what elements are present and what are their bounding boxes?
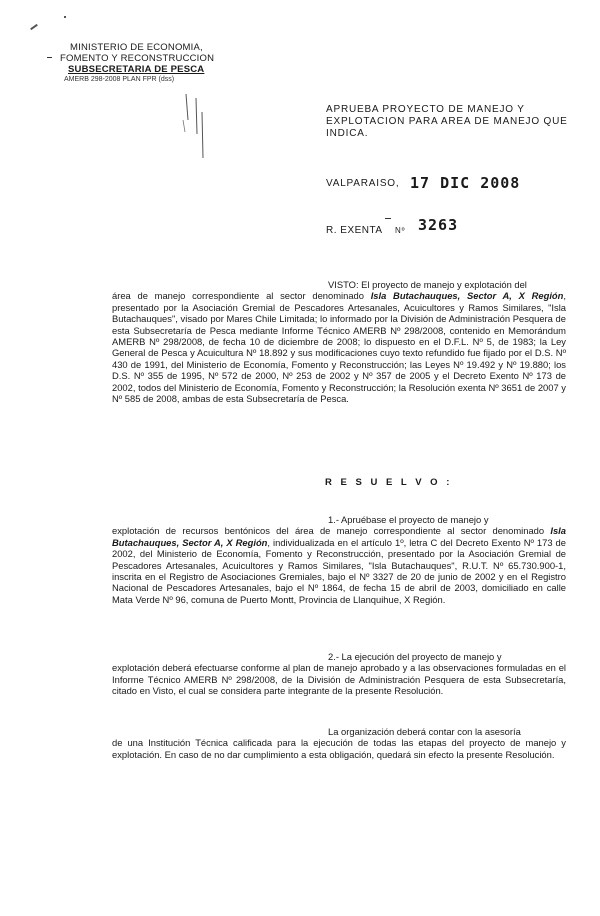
subject-line-1: APRUEBA PROYECTO DE MANEJO Y xyxy=(326,104,525,115)
article-1 xyxy=(112,514,566,605)
subsecretaria-line: SUBSECRETARIA DE PESCA xyxy=(68,64,205,75)
place-date xyxy=(326,174,526,194)
date-stamp: 17 DIC 2008 xyxy=(410,174,521,192)
ministry-line-2: FOMENTO Y RECONSTRUCCION xyxy=(60,53,215,64)
visto-area-name: Isla Butachauques, Sector A, X Región xyxy=(370,290,564,302)
reference-code: AMERB 298-2008 PLAN FPR (dss) xyxy=(64,76,175,83)
article-1-paragraph xyxy=(112,525,566,605)
article-2 xyxy=(112,651,566,697)
scan-mark xyxy=(30,24,38,30)
ministry-line-1: MINISTERIO DE ECONOMIA, xyxy=(70,42,203,53)
article-1-text-b: , individualizada en el artículo 1º, letra C del Decreto Exento Nº 173 de 2002, del Ministerio de Economía, Fomento y Reconstrucción, presentado por la Asociación Gremial de Pescadores Artesanales, Acuicultores y Ramos Similares, "Isla Butachauques", R.U.T. Nº 65.730.900-1, inscrita en el Registro de Asociaciones Gremiales, bajo el Nº 3327 de 20 de junio de 2002 y en el Registro Nacional de Pescadores Artesanales, bajo el Nº 1864, de fecha 15 de abril de 2003, domiciliado en calle Mata Verde Nº 96, comuna de Puerto Montt, Provincia de Llanquihue, X Región. xyxy=(112,536,566,605)
handwritten-marks xyxy=(180,92,210,160)
dash-mark xyxy=(385,218,391,219)
article-1-first-line: 1.- Apruébase el proyecto de manejo y xyxy=(328,514,489,525)
resolution-label: R. EXENTA xyxy=(326,225,383,236)
visto-paragraph xyxy=(112,290,566,404)
resuelvo-heading: R E S U E L V O : xyxy=(325,477,453,488)
paragraph-3-first-line: La organización deberá contar con la asesoría xyxy=(328,726,521,737)
article-2-first-line: 2.- La ejecución del proyecto de manejo y xyxy=(328,651,502,662)
number-label: Nº xyxy=(395,226,406,235)
header-dash-mark xyxy=(47,57,52,58)
visto-text-a: área de manejo correspondiente al sector denominado xyxy=(112,290,371,302)
subject-line-3: INDICA. xyxy=(326,128,369,139)
visto-first-line: VISTO: El proyecto de manejo y explotación del xyxy=(328,279,527,290)
scan-mark xyxy=(64,16,66,18)
subject-line-2: EXPLOTACION PARA AREA DE MANEJO QUE xyxy=(326,116,568,127)
resolution-number-value: 3263 xyxy=(418,216,459,234)
visto-section xyxy=(112,279,566,404)
article-1-area-name: Isla Butachauques, Sector A, X Región xyxy=(112,525,566,548)
letterhead xyxy=(50,42,240,84)
article-1-text-a: explotación de recursos bentónicos del área de manejo correspondiente al sector denominado xyxy=(112,525,551,537)
paragraph-3-text: de una Institución Técnica calificada para la ejecución de todas las etapas del proyecto de manejo y explotación. En caso de no dar cumplimiento a esta obligación, quedará sin efecto la presente Resolución. xyxy=(112,737,566,760)
resolution-number xyxy=(326,216,526,238)
paragraph-3 xyxy=(112,726,566,760)
subject-block xyxy=(326,104,571,140)
city: VALPARAISO, xyxy=(326,178,400,189)
visto-text-b: , presentado por la Asociación Gremial de Pescadores Artesanales, Acuicultores y Ramos Similares, "Isla Butachauques", visado por Mares Chile Limitada; lo informado por la División de Administración Pesquera de esta Subsecretaría de Pesca mediante Informe Técnico AMERB Nº 298/2008, contenido en Memorándum AMERB Nº 298/2008, de fecha 10 de diciembre de 2008; lo dispuesto en el D.F.L. Nº 5, de 1983; la Ley General de Pesca y Acuicultura Nº 18.892 y sus modificaciones cuyo texto refundido fue fijado por el D.S. Nº 430 de 1991, del Ministerio de Economía, Fomento y Reconstrucción; las Leyes Nº 19.492 y Nº 19.880; los D.S. Nº 355 de 1995, Nº 572 de 2000, Nº 253 de 2002 y Nº 357 de 2005 y el Decreto Exento Nº 173 de 2002, todos del Ministerio de Economía, Fomento y Reconstrucción; la Resolución exenta Nº 3651 de 2007 y Nº 585 de 2008, ambas de esta Subsecretaría de Pesca. xyxy=(112,290,566,405)
article-2-paragraph: explotación deberá efectuarse conforme al plan de manejo aprobado y a las observaciones formuladas en el Informe Técnico AMERB Nº 298/2008, de la División de Administración Pesquera de esta Subsecretaría, citado en Visto, el cual se considera parte integrante de la presente Resolución. xyxy=(112,662,566,697)
